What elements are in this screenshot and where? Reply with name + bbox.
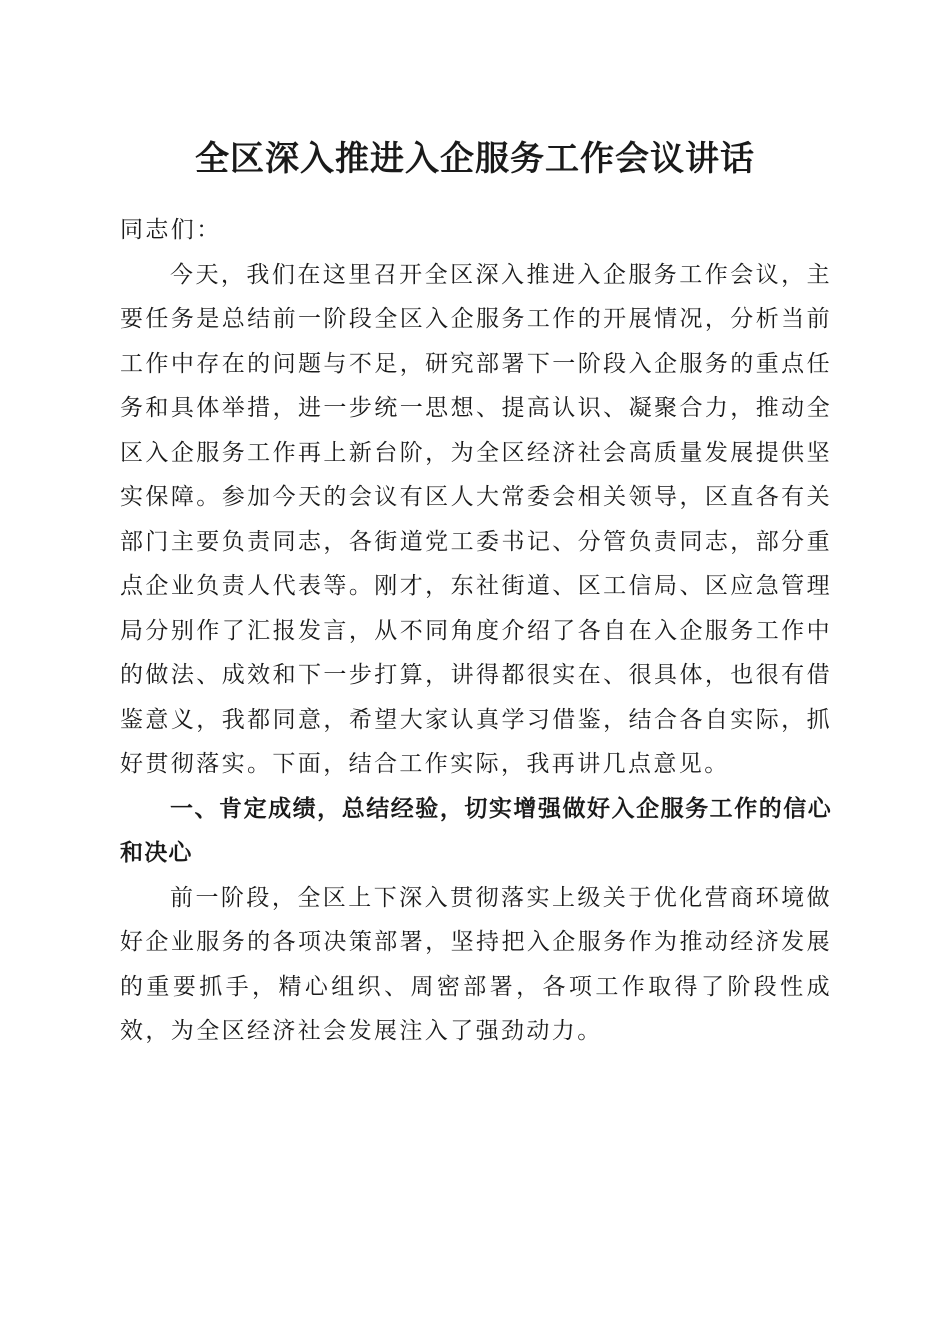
intro-paragraph: 今天，我们在这里召开全区深入推进入企服务工作会议，主要任务是总结前一阶段全区入企服务工作的开展情况，分析当前工作中存在的问题与不足，研究部署下一阶段入企服务的重点任务和具体举措，进一步统一思想、提高认识、凝聚合力，推动全区入企服务工作再上新台阶，为全区经济社会高质量发展提供坚实保障。参加今天的会议有区人大常委会相关领导，区直各有关部门主要负责同志，各街道党工委书记、分管负责同志，部分重点企业负责人代表等。刚才，东社街道、区工信局、区应急管理局分别作了汇报发言，从不同角度介绍了各自在入企服务工作中的做法、成效和下一步打算，讲得都很实在、很具体，也很有借鉴意义，我都同意，希望大家认真学习借鉴，结合各自实际，抓好贯彻落实。下面，结合工作实际，我再讲几点意见。	[120, 261, 832, 777]
document-title: 全区深入推进入企服务工作会议讲话	[195, 139, 755, 179]
section-1-paragraph: 前一阶段，全区上下深入贯彻落实上级关于优化营商环境做好企业服务的各项决策部署，坚持把入企服务作为推动经济发展的重要抓手，精心组织、周密部署，各项工作取得了阶段性成效，为全区经济社会发展注入了强劲动力。	[120, 884, 832, 1044]
salutation: 同志们：	[120, 217, 222, 243]
document-body	[120, 208, 832, 1054]
section-1-heading: 一、肯定成绩，总结经验，切实增强做好入企服务工作的信心和决心	[120, 795, 832, 866]
